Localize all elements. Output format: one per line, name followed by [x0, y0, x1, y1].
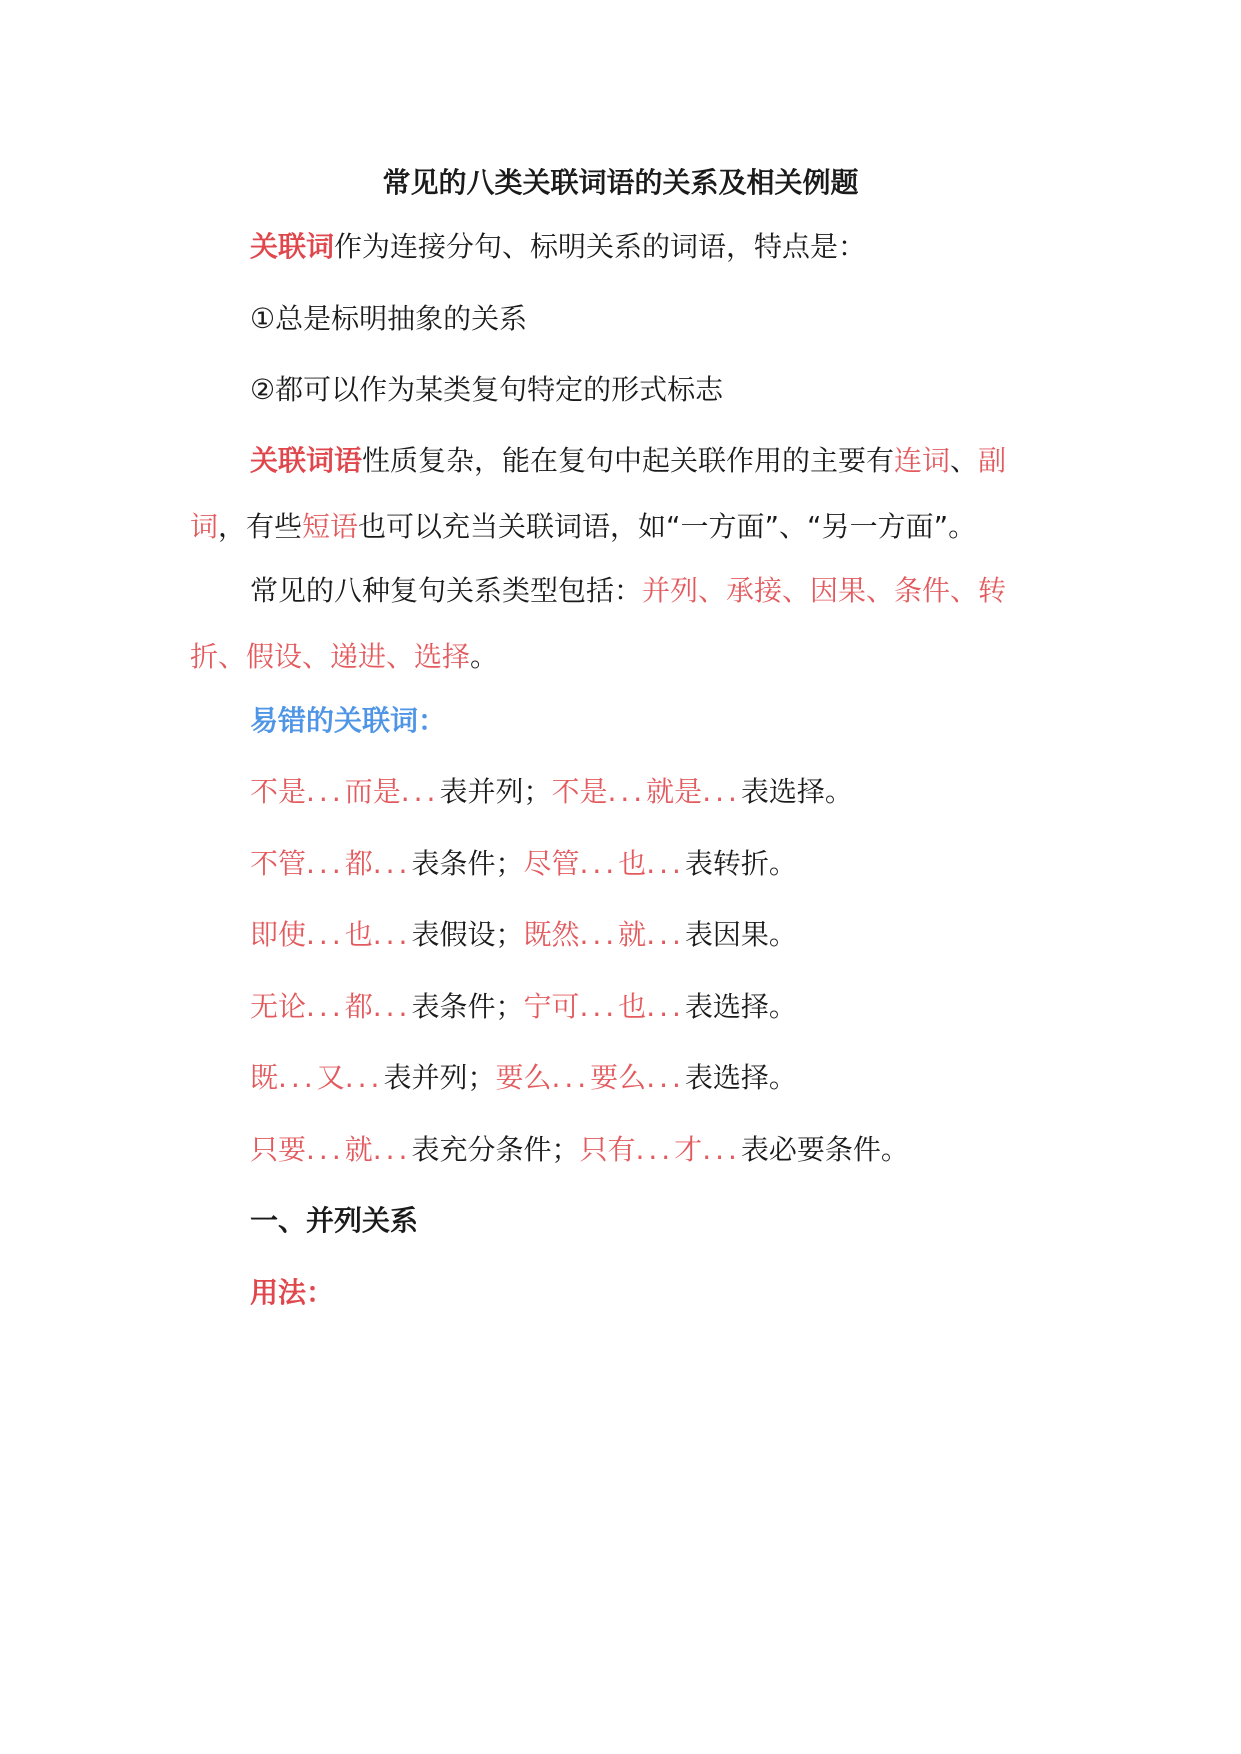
ellipsis: ...: [646, 847, 685, 880]
pair-meaning: 表假设；: [411, 918, 524, 951]
pair-line: [250, 987, 797, 1027]
ellipsis: ...: [306, 1133, 345, 1166]
pair-second-word: 也: [344, 918, 373, 951]
types-paragraph: [190, 558, 1060, 690]
types-list: 并列、承接、因果、条件、转折、假设、递进、选择: [190, 574, 1007, 673]
pair-meaning: 表因果。: [684, 918, 797, 951]
ellipsis: ...: [306, 918, 345, 951]
pair-second-word: 也: [618, 847, 647, 880]
pair-line: [250, 1130, 909, 1170]
section-heading: 一、并列关系: [250, 1204, 419, 1237]
pair-first-word: 即使: [250, 918, 307, 951]
nature-word-adverb: 副词: [190, 444, 1007, 543]
ellipsis: ...: [579, 990, 619, 1023]
ellipsis: ...: [372, 847, 412, 880]
ellipsis: ...: [400, 775, 440, 808]
pair-line: [250, 915, 797, 955]
nature-term: 关联词语: [250, 444, 363, 477]
ellipsis: ...: [306, 990, 345, 1023]
pair-line: [250, 1058, 797, 1098]
pair-first-word: 只有: [579, 1133, 636, 1166]
nature-text-1: 性质复杂，能在复句中起关联作用的主要有: [362, 444, 895, 477]
ellipsis: ...: [607, 775, 647, 808]
intro-term: 关联词: [250, 230, 335, 263]
pair-meaning: 表选择。: [684, 990, 797, 1023]
pair-meaning: 表并列；: [439, 775, 552, 808]
intro-line: [250, 227, 866, 267]
nature-word-phrase: 短语: [302, 510, 359, 543]
usage-label: 用法：: [250, 1276, 335, 1309]
pair-second-word: 要么: [590, 1061, 647, 1094]
pair-second-word: 才: [674, 1133, 703, 1166]
pair-first-word: 要么: [495, 1061, 552, 1094]
pair-first-word: 不管: [250, 847, 307, 880]
nature-separator: 、: [950, 444, 979, 477]
pair-second-word: 又: [316, 1061, 345, 1094]
ellipsis: ...: [579, 847, 619, 880]
pair-meaning: 表选择。: [740, 775, 853, 808]
types-lead: 常见的八种复句关系类型包括：: [250, 574, 643, 607]
pair-first-word: 尽管: [523, 847, 580, 880]
feature-2: ②都可以作为某类复句特定的形式标志: [250, 373, 724, 406]
nature-text-2: ，有些: [218, 510, 303, 543]
feature-1: ①总是标明抽象的关系: [250, 302, 528, 335]
ellipsis: ...: [306, 775, 345, 808]
pair-meaning: 表必要条件。: [740, 1133, 909, 1166]
ellipsis: ...: [372, 990, 412, 1023]
pair-second-word: 就是: [646, 775, 703, 808]
pair-second-word: 而是: [344, 775, 401, 808]
pair-first-word: 既: [250, 1061, 279, 1094]
ellipsis: ...: [646, 1061, 685, 1094]
ellipsis: ...: [344, 1061, 384, 1094]
ellipsis: ...: [635, 1133, 675, 1166]
intro-text: 作为连接分句、标明关系的词语，特点是：: [334, 230, 867, 263]
pair-first-word: 既然: [523, 918, 580, 951]
pair-meaning: 表条件；: [411, 847, 524, 880]
ellipsis: ...: [551, 1061, 591, 1094]
pair-second-word: 也: [618, 990, 647, 1023]
pair-meaning: 表充分条件；: [411, 1133, 580, 1166]
pair-first-word: 只要: [250, 1133, 307, 1166]
pair-first-word: 宁可: [523, 990, 580, 1023]
page-title: 常见的八类关联词语的关系及相关例题: [382, 166, 859, 199]
pair-line: [250, 772, 853, 812]
pair-first-word: 不是: [250, 775, 307, 808]
pair-meaning: 表并列；: [383, 1061, 496, 1094]
ellipsis: ...: [372, 918, 412, 951]
types-end: 。: [470, 640, 499, 673]
pair-line: [250, 844, 797, 884]
pair-first-word: 不是: [551, 775, 608, 808]
ellipsis: ...: [646, 918, 685, 951]
ellipsis: ...: [579, 918, 619, 951]
pair-second-word: 都: [344, 847, 373, 880]
ellipsis: ...: [278, 1061, 317, 1094]
ellipsis: ...: [646, 990, 685, 1023]
nature-text-3: 也可以充当关联词语，如“一方面”、“另一方面”。: [358, 510, 977, 543]
ellipsis: ...: [702, 1133, 741, 1166]
nature-paragraph: [190, 428, 1060, 560]
pair-second-word: 就: [618, 918, 647, 951]
ellipsis: ...: [306, 847, 345, 880]
pair-first-word: 无论: [250, 990, 307, 1023]
pair-meaning: 表条件；: [411, 990, 524, 1023]
pair-second-word: 就: [344, 1133, 373, 1166]
ellipsis: ...: [702, 775, 741, 808]
nature-word-conjunction: 连词: [894, 444, 951, 477]
ellipsis: ...: [372, 1133, 412, 1166]
pair-meaning: 表转折。: [684, 847, 797, 880]
pair-second-word: 都: [344, 990, 373, 1023]
confusing-heading: 易错的关联词：: [250, 704, 447, 737]
pair-meaning: 表选择。: [684, 1061, 797, 1094]
